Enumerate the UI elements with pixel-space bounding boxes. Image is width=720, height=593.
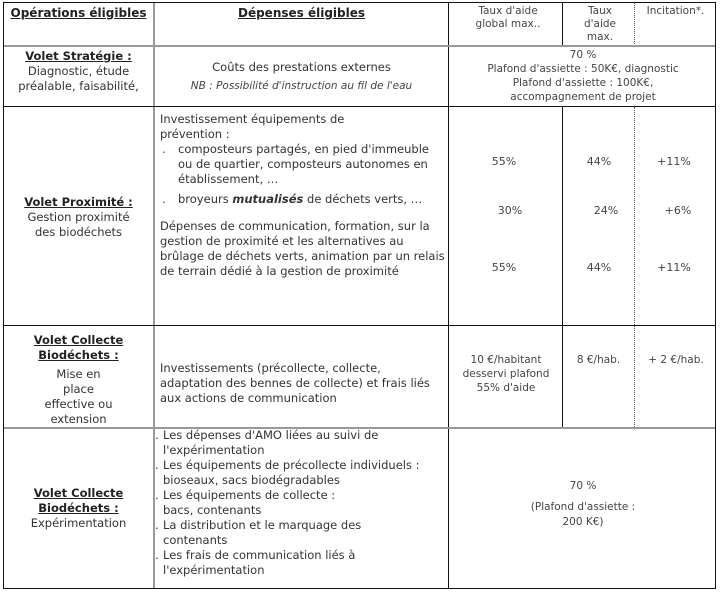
row2-description: Gestion proximité des biodéchets [27,210,130,239]
row4-item4 [155,518,445,548]
row4-item5-text: Les frais de communication liés à l'expérimentation [163,548,356,577]
row2-item1-taux-global: 55% [491,155,517,168]
col-divider-2c [448,107,449,326]
row3-depense: Investissements (précollecte, collecte, adaptation des bennes de collecte) et frais liés aux actions de communication [160,361,430,405]
row2-item2-emphasis: mutualisés [232,192,304,206]
row-divider-header [4,45,715,47]
row2-operation [4,195,153,240]
col-divider-2b [448,326,449,429]
row4-taux [449,479,717,530]
row2-volet: Volet Proximité : [24,195,133,209]
row2-intro: Investissement équipements de prévention : [160,112,345,141]
row1-taux-line2: Plafond d'assiette : 50K€, diagnostic [487,63,679,75]
row1-taux-line4: accompagnement de projet [510,91,656,103]
header-depenses: Dépenses éligibles [237,6,366,20]
col-divider-3 [562,3,563,46]
row1-operation [4,49,153,94]
eligibility-table [3,2,716,589]
row3-incitation: + 2 €/hab. [648,354,704,366]
row2-item3-taux-global: 55% [491,261,517,274]
row4-item3 [155,488,445,518]
row4-taux-line2: (Plafond d'assiette : [530,501,636,513]
bullet-dot: . [155,428,159,442]
row1-volet: Volet Stratégie : [25,49,132,63]
header-operations: Opérations éligibles [10,6,147,20]
row2-item2-text-before: broyeurs [178,192,233,206]
row2-item2-taux-max: 24% [593,204,619,217]
header-taux-global: Taux d'aide global max.. [475,5,541,30]
row4-volet: Volet Collecte Biodéchets : [33,486,124,515]
row2-item2-taux-global: 30% [497,204,523,217]
row2-depense [160,112,445,279]
bullet-dot: . [162,192,166,206]
row4-item1-text: Les dépenses d'AMO liées au suivi de l'expérimentation [163,428,379,457]
col-divider-3b [562,107,563,429]
header-incitation: Incitation*. [646,5,705,17]
row3-description: Mise en place effective ou extension [44,367,113,426]
row3-operation [4,333,153,427]
row2-item3-text: Dépenses de communication, formation, sur la gestion de proximité et les alternatives au brûlage de déchets verts, animation par un relais de terrain dédié à la gestion de proximité [160,219,445,278]
row1-taux-line3: Plafond d'assiette : 100K€, [512,77,654,89]
row2-item1-text: composteurs partagés, en pied d'immeuble ou de quartier, composteurs autonomes en établissement, … [178,142,429,186]
row4-item5 [155,548,445,578]
row1-depense-text: Coûts des prestations externes [212,60,391,74]
row4-taux-line3: 200 K€) [562,516,604,528]
row1-depense [155,60,448,94]
row4-item4-text: La distribution et le marquage des contenants [163,518,362,547]
row4-item3-text: Les équipements de collecte : bacs, contenants [163,488,336,517]
row1-description: Diagnostic, étude préalable, faisabilité, [18,64,139,93]
bullet-dot: . [162,142,166,156]
row2-item2-text-after: de déchets verts, … [303,192,423,206]
row-divider-1 [4,106,715,107]
bullet-dot: . [155,458,159,472]
row4-description: Expérimentation [30,516,127,530]
row3-taux-max: 8 €/hab. [576,354,621,366]
row4-operation [4,486,153,531]
col-divider-4b [634,107,635,429]
row2-item2-incitation: +6% [664,204,692,217]
row4-item2-text: Les équipements de précollecte individuels : bioseaux, sacs biodégradables [163,458,420,487]
bullet-dot: . [155,488,159,502]
row2-item3-taux-max: 44% [586,261,612,274]
row4-depense [155,428,445,578]
row4-taux-line1: 70 % [569,480,597,492]
row2-item2 [160,192,445,207]
row4-item2 [155,458,445,488]
row-divider-2 [4,325,715,326]
row1-taux [449,48,717,104]
row4-item1 [155,428,445,458]
row1-note: NB : Possibilité d'instruction au fil de l'eau [190,80,413,92]
row2-item1-incitation: +11% [657,155,691,168]
bullet-dot: . [155,548,159,562]
header-taux-max: Taux d'aide max. [583,5,617,43]
row2-item1-taux-max: 44% [586,155,612,168]
row1-taux-line1: 70 % [569,49,597,61]
bullet-dot: . [155,518,159,532]
row2-item1 [160,142,445,187]
row3-taux-global: 10 €/habitant desservi plafond 55% d'aide [462,354,550,394]
row3-volet: Volet Collecte Biodéchets : [33,333,124,362]
row2-item3-incitation: +11% [657,261,691,274]
